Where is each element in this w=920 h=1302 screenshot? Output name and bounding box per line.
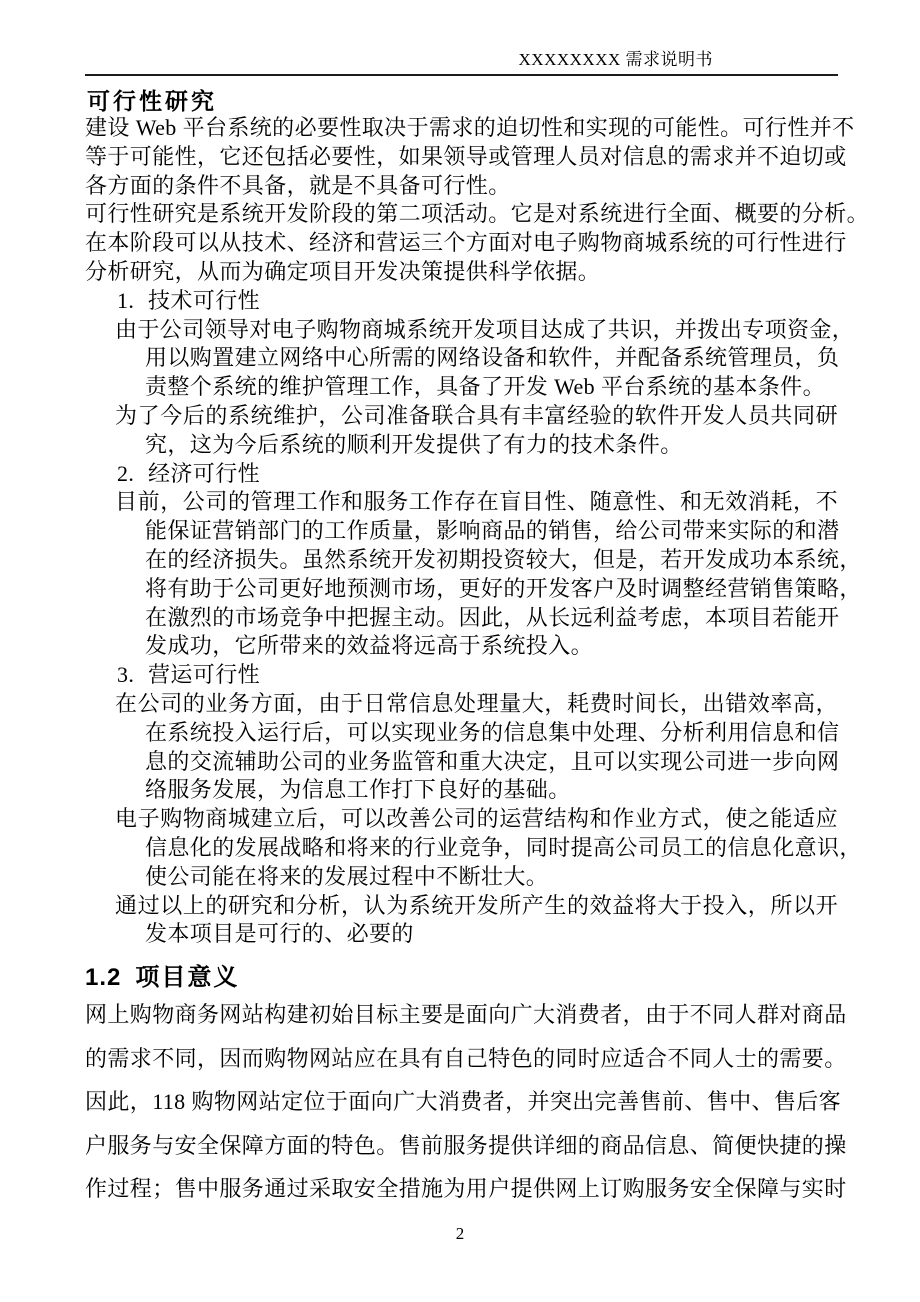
- header-title: XXXXXXXX 需求说明书: [518, 50, 713, 69]
- text-line: 因此，118 购物网站定位于面向广大消费者，并突出完善售前、售中、售后客: [85, 1089, 842, 1115]
- list-item-number: 3.: [117, 662, 135, 688]
- text-line: 可行性研究是系统开发阶段的第二项活动。它是对系统进行全面、概要的分析。: [85, 201, 870, 227]
- section-title: 项目意义: [135, 964, 240, 992]
- text-line: 由于公司领导对电子购物商城系统开发项目达成了共识，并拨出专项资金，: [115, 316, 855, 342]
- list-item-label: 技术可行性: [148, 287, 261, 313]
- text-line: 在的经济损失。虽然系统开发初期投资较大，但是，若开发成功本系统，: [145, 546, 862, 572]
- text-line: 发成功，它所带来的效益将远高于系统投入。: [145, 633, 594, 659]
- text-line: 在本阶段可以从技术、经济和营运三个方面对电子购物商城系统的可行性进行: [85, 230, 847, 256]
- text-line: 用以购置建立网络中心所需的网络设备和软件，并配备系统管理员，负: [145, 345, 840, 371]
- section-heading-1-2: [85, 963, 838, 993]
- text-line: 使公司能在将来的发展过程中不断壮大。: [145, 863, 549, 889]
- text-line: 信息化的发展战略和将来的行业竞争，同时提高公司员工的信息化意识，: [145, 834, 862, 860]
- text-line: 目前，公司的管理工作和服务工作存在盲目性、随意性、和无效消耗，不: [115, 489, 838, 515]
- feasibility-section-body: [85, 114, 870, 949]
- paragraph: [85, 892, 838, 950]
- ordered-list-item: [117, 460, 838, 489]
- text-line: 责整个系统的维护管理工作，具备了开发 Web 平台系统的基本条件。: [145, 374, 825, 400]
- paragraph: [85, 114, 855, 200]
- text-line: 电子购物商城建立后，可以改善公司的运营结构和作业方式，使之能适应: [115, 806, 838, 832]
- paragraph: [85, 805, 862, 891]
- text-line: 的需求不同，因而购物网站应在具有自己特色的同时应适合不同人士的需要。: [85, 1045, 847, 1071]
- text-line: 在系统投入运行后，可以实现业务的信息集中处理、分析利用信息和信: [145, 719, 840, 745]
- text-line: 各方面的条件不具备，就是不具备可行性。: [85, 172, 511, 198]
- text-line: 户服务与安全保障方面的特色。售前服务提供详细的商品信息、简便快捷的操: [85, 1132, 847, 1158]
- paragraph: [85, 993, 847, 1080]
- text-line: 络服务发展，为信息工作打下良好的基础。: [145, 777, 571, 803]
- ordered-list-item: [117, 661, 838, 690]
- text-line: 在激烈的市场竞争中把握主动。因此，从长远利益考虑，本项目若能开: [145, 604, 840, 630]
- text-line: 通过以上的研究和分析，认为系统开发所产生的效益将大于投入，所以开: [115, 892, 838, 918]
- text-line: 将有助于公司更好地预测市场，更好的开发客户及时调整经营销售策略，: [145, 575, 862, 601]
- text-line: 建设 Web 平台系统的必要性取决于需求的迫切性和实现的可能性。可行性并不: [85, 115, 855, 140]
- paragraph: [85, 316, 855, 402]
- text-line: 发本项目是可行的、必要的: [145, 921, 414, 947]
- text-line: 为了今后的系统维护，公司准备联合具有丰富经验的软件开发人员共同研: [115, 402, 838, 428]
- page-number: 2: [455, 1224, 465, 1243]
- text-line: 在公司的业务方面，由于日常信息处理量大，耗费时间长，出错效率高，: [115, 690, 838, 716]
- text-line: 息的交流辅助公司的业务监管和重大决定，且可以实现公司进一步向网: [145, 748, 840, 774]
- list-item-label: 经济可行性: [148, 460, 261, 486]
- paragraph: [85, 402, 838, 460]
- ordered-list-item: [117, 287, 838, 316]
- text-line: 等于可能性，它还包括必要性，如果领导或管理人员对信息的需求并不迫切或: [85, 143, 847, 169]
- text-line: 网上购物商务网站构建初始目标主要是面向广大消费者，由于不同人群对商品: [85, 1002, 847, 1028]
- paragraph: [85, 200, 870, 286]
- text-line: 分析研究，从而为确定项目开发决策提供科学依据。: [85, 258, 601, 284]
- list-item-label: 营运可行性: [148, 662, 261, 688]
- text-line: 作过程；售中服务通过采取安全措施为用户提供网上订购服务安全保障与实时: [85, 1176, 847, 1202]
- section-number: 1.2: [85, 964, 122, 992]
- list-item-number: 2.: [117, 460, 135, 486]
- project-significance-body: [85, 993, 847, 1211]
- header-rule: [85, 74, 838, 76]
- paragraph: [85, 1080, 847, 1211]
- paragraph: [85, 690, 838, 805]
- text-line: 能保证营销部门的工作质量，影响商品的销售，给公司带来实际的和潜: [145, 518, 840, 544]
- section-heading-feasibility: 可行性研究: [87, 88, 217, 114]
- paragraph: [85, 488, 862, 661]
- text-line: 究，这为今后系统的顺利开发提供了有力的技术条件。: [145, 431, 683, 457]
- list-item-number: 1.: [117, 287, 135, 313]
